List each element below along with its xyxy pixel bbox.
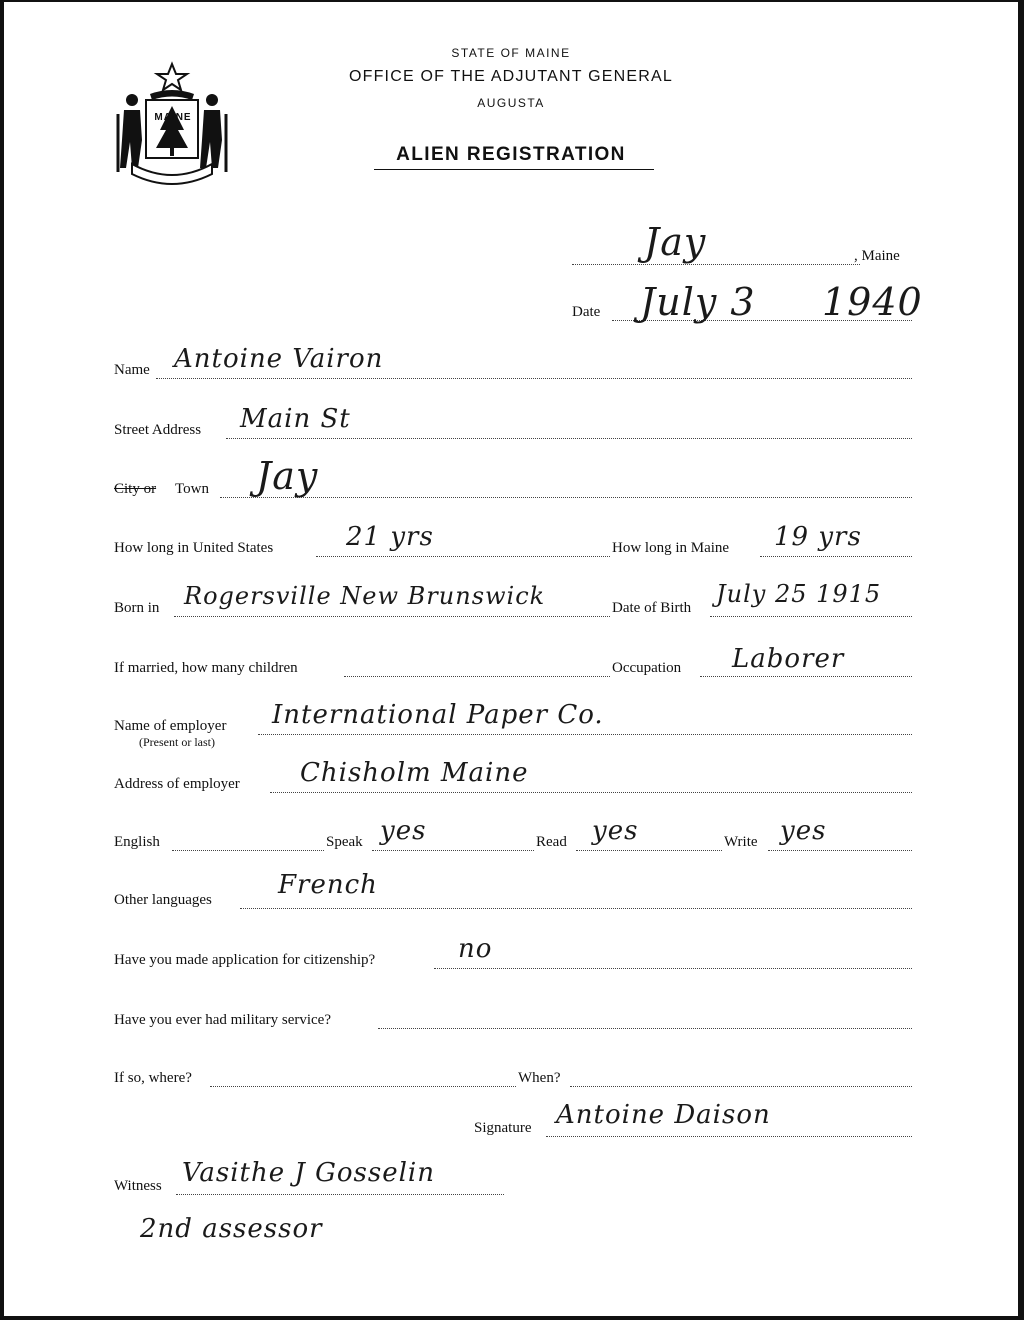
employer-name-value: International Paper Co.	[272, 700, 604, 730]
employer-address-line	[270, 792, 912, 793]
how-long-us-label: How long in United States	[114, 540, 274, 556]
employer-address-label: Address of employer	[114, 776, 240, 792]
employer-address-value: Chisholm Maine	[300, 758, 529, 788]
read-label: Read	[536, 834, 567, 850]
born-in-line	[174, 616, 610, 617]
header-office: OFFICE OF THE ADJUTANT GENERAL	[348, 68, 674, 85]
name-line	[156, 378, 912, 379]
how-long-us-line	[316, 556, 610, 557]
signature-label: Signature	[474, 1120, 532, 1136]
where-line	[210, 1086, 516, 1087]
write-line	[768, 850, 912, 851]
city-or-struck-label: City or	[114, 481, 157, 497]
where-label: If so, where?	[114, 1070, 192, 1086]
witness-value: Vasithe J Gosselin	[182, 1158, 435, 1188]
write-label: Write	[724, 834, 758, 850]
occupation-line	[700, 676, 912, 677]
citizenship-line	[434, 968, 912, 969]
children-label: If married, how many children	[114, 660, 298, 676]
signature-line	[546, 1136, 912, 1137]
name-value: Antoine Vairon	[174, 344, 384, 374]
header-state: STATE OF MAINE	[451, 46, 571, 60]
street-label: Street Address	[114, 422, 202, 438]
speak-line	[372, 850, 534, 851]
read-line	[576, 850, 722, 851]
date-month-day: July 3	[640, 280, 756, 324]
write-value: yes	[780, 816, 827, 846]
place-suffix: , Maine	[854, 248, 900, 264]
registration-form-page	[4, 2, 1018, 1316]
seal-ribbon-text: MAINE	[154, 112, 192, 123]
how-long-maine-label: How long in Maine	[612, 540, 730, 556]
born-in-value: Rogersville New Brunswick	[184, 582, 546, 610]
name-label: Name	[114, 362, 150, 378]
when-line	[570, 1086, 912, 1087]
place-line	[572, 264, 860, 265]
employer-name-label: Name of employer	[114, 718, 227, 734]
date-year: 1940	[822, 280, 923, 324]
english-line	[172, 850, 324, 851]
speak-label: Speak	[326, 834, 363, 850]
title-underline	[374, 169, 654, 170]
other-languages-value: French	[278, 870, 378, 900]
how-long-maine-value: 19 yrs	[774, 522, 862, 552]
town-value: Jay	[256, 454, 319, 498]
date-of-birth-line	[710, 616, 912, 617]
town-label: Town	[175, 481, 209, 497]
street-value: Main St	[240, 404, 351, 434]
read-value: yes	[592, 816, 639, 846]
born-in-label: Born in	[114, 600, 160, 616]
date-label: Date	[572, 304, 601, 320]
town-line	[220, 497, 912, 498]
military-line	[378, 1028, 912, 1029]
how-long-maine-line	[760, 556, 912, 557]
children-line	[344, 676, 610, 677]
other-languages-label: Other languages	[114, 892, 212, 908]
occupation-label: Occupation	[612, 660, 682, 676]
how-long-us-value: 21 yrs	[346, 522, 434, 552]
when-label: When?	[518, 1070, 561, 1086]
citizenship-value: no	[458, 934, 493, 964]
occupation-value: Laborer	[732, 644, 845, 674]
speak-value: yes	[380, 816, 427, 846]
date-of-birth-value: July 25 1915	[716, 580, 882, 608]
witness-line	[176, 1194, 504, 1195]
signature-value: Antoine Daison	[556, 1100, 771, 1130]
military-label: Have you ever had military service?	[114, 1012, 331, 1028]
witness-label: Witness	[114, 1178, 162, 1194]
place-value: Jay	[644, 220, 707, 264]
employer-name-line	[258, 734, 912, 735]
header-city: AUGUSTA	[477, 96, 545, 110]
street-line	[226, 438, 912, 439]
citizenship-label: Have you made application for citizenship?	[114, 952, 376, 968]
other-languages-line	[240, 908, 912, 909]
form-title: ALIEN REGISTRATION	[396, 144, 626, 165]
english-label: English	[114, 834, 160, 850]
employer-name-sublabel: (Present or last)	[139, 735, 215, 749]
witness-title: 2nd assessor	[140, 1214, 323, 1244]
date-of-birth-label: Date of Birth	[612, 600, 692, 616]
